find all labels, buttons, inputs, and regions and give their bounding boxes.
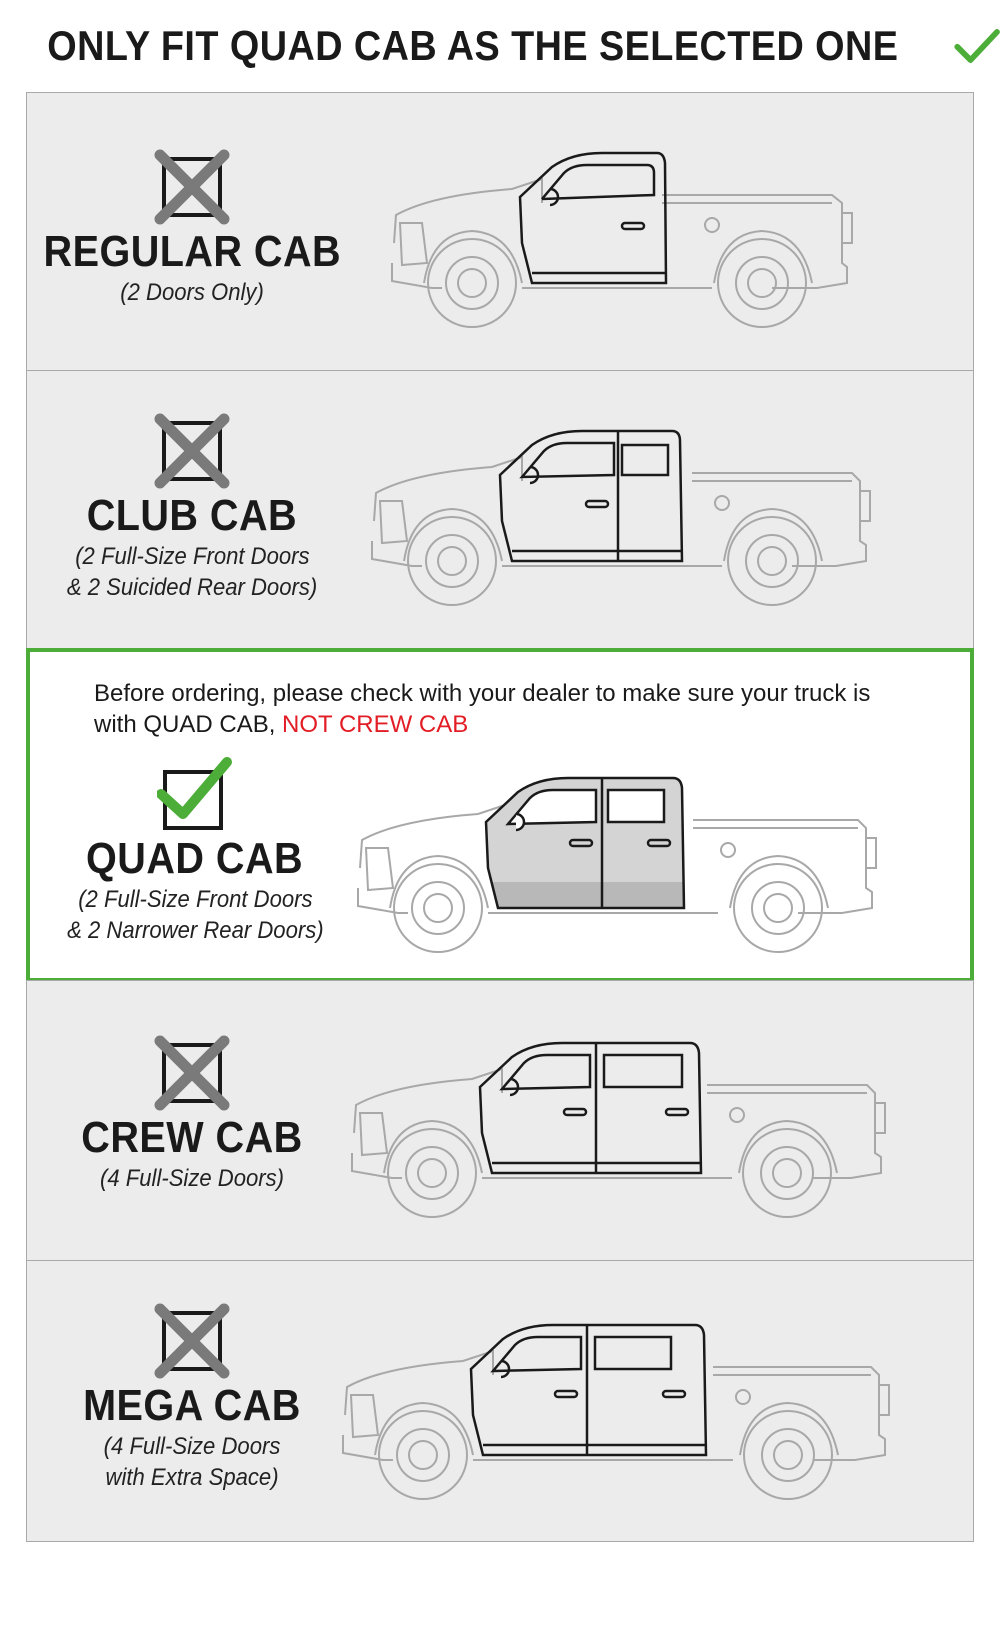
cab-description: & 2 Suicided Rear Doors) [66,574,318,601]
panel-crew-cab [26,980,974,1262]
cab-name: REGULAR CAB [43,227,341,276]
cab-name: MEGA CAB [83,1381,301,1430]
note-prefix: with QUAD CAB, [94,711,283,738]
cab-description: (2 Doors Only) [120,279,264,306]
cab-description: (4 Full-Size Doors [103,1433,281,1460]
cab-description: (2 Full-Size Front Doors [77,886,313,913]
x-box-icon [154,149,230,225]
note-line-2 [94,709,934,740]
regular-cab-truck [372,133,892,333]
cab-description: (4 Full-Size Doors) [99,1165,285,1192]
page-title: ONLY FIT QUAD CAB AS THE SELECTED ONE [47,22,899,69]
warning-text: NOT CREW CAB [282,711,469,738]
x-box-icon [154,413,230,489]
quad-cab-truck [338,758,908,958]
x-box-icon [154,1303,230,1379]
dealer-note [94,678,934,740]
cab-name: QUAD CAB [86,834,304,883]
page-header [0,0,1000,92]
crew-cab-truck [332,1023,922,1223]
cab-description: & 2 Narrower Rear Doors) [66,917,324,944]
panel-regular-cab [26,92,974,372]
note-line-1: Before ordering, please check with your dealer to make sure your truck is [94,680,871,707]
cab-name: CLUB CAB [86,491,298,540]
mega-cab-truck [323,1305,923,1505]
panel-mega-cab [26,1260,974,1542]
x-box-icon [154,1035,230,1111]
panel-quad-cab [26,648,974,982]
check-icon [954,23,1000,69]
cab-name: CREW CAB [81,1113,303,1162]
club-cab-truck [352,411,912,611]
panel-club-cab [26,370,974,650]
cab-description: (2 Full-Size Front Doors [74,543,310,570]
check-box-icon [157,756,233,832]
cab-description: with Extra Space) [105,1464,279,1491]
